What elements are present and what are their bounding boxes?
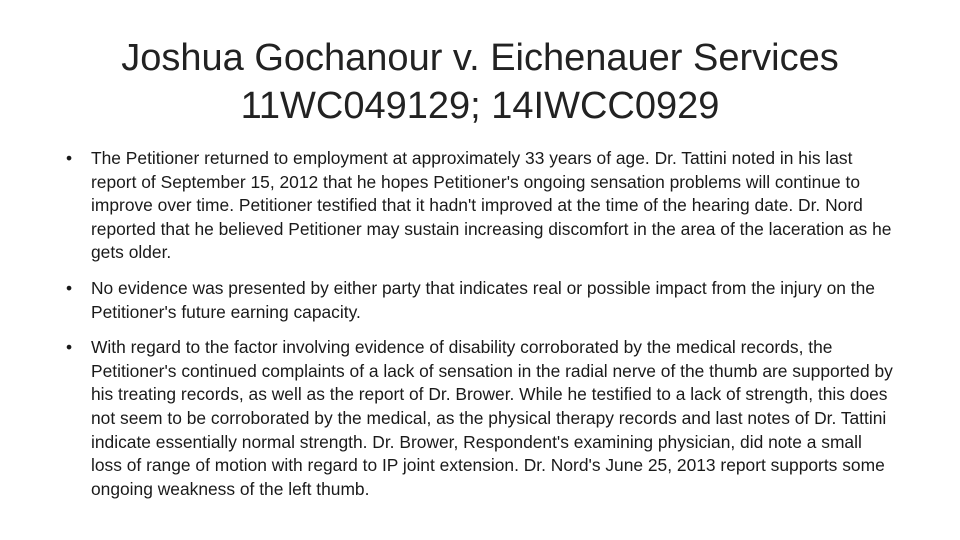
title-case-name: Joshua Gochanour v. Eichenauer Services bbox=[121, 37, 839, 79]
bullet-list bbox=[66, 147, 896, 513]
bullet-item-medical-evidence bbox=[66, 336, 896, 501]
bullet-item-earning-capacity bbox=[66, 277, 896, 324]
title-case-numbers: 11WC049129; 14IWCC0929 bbox=[240, 85, 720, 127]
slide-title bbox=[60, 34, 900, 130]
bullet-marker: • bbox=[66, 277, 73, 298]
bullet-marker: • bbox=[66, 148, 73, 168]
bullet-marker: • bbox=[66, 337, 73, 358]
bullet-text: The Petitioner returned to employment at approximately 33 years of age. Dr. Tattini noted in his last report of September 15, 2012 that he hopes Petitioner's ongoing sensation problems will continue to improve over time. Petitioner testified that it hadn't improved at the time of the hearing date. Dr. Nord reported that he believed Petitioner may sustain increasing discomfort in the area of the laceration as he gets older. bbox=[91, 148, 892, 263]
bullet-item-employment bbox=[66, 147, 896, 265]
bullet-text: With regard to the factor involving evidence of disability corroborated by the medical records, the Petitioner's continued complaints of a lack of sensation in the radial nerve of the thumb are supported by his treating records, as well as the report of Dr. Brower. While he testified to a lack of strength, this does not seem to be corroborated by the medical, as the physical therapy records and last notes of Dr. Tattini indicate essentially normal strength. Dr. Brower, Respondent's examining physician, did note a small loss of range of motion with regard to IP joint extension. Dr. Nord's June 25, 2013 report supports some ongoing weakness of the left thumb. bbox=[91, 337, 893, 499]
bullet-text: No evidence was presented by either party that indicates real or possible impact from the injury on the Petitioner's future earning capacity. bbox=[91, 277, 875, 322]
